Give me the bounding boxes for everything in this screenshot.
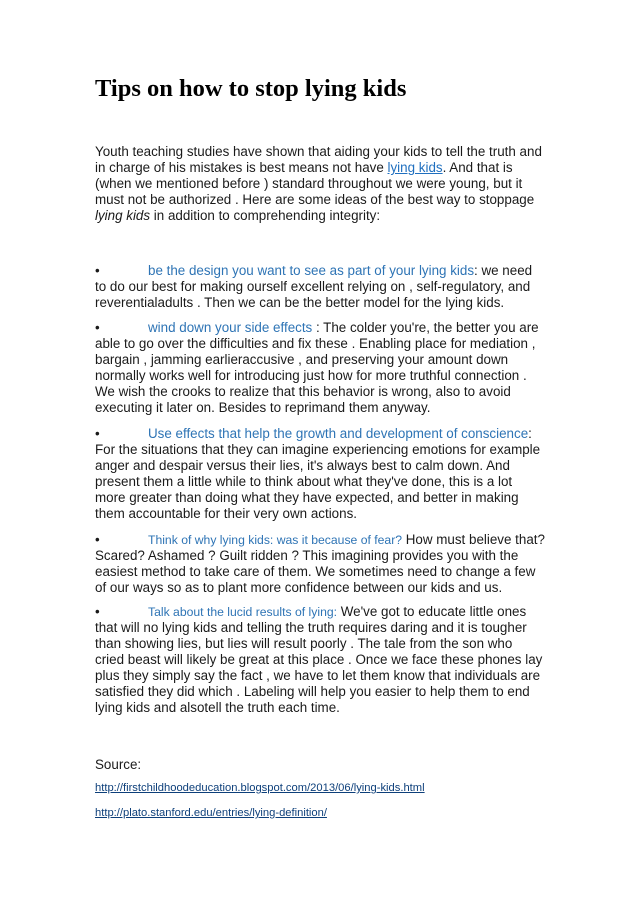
intro-italic: lying kids [95,208,151,223]
bullet-text: : we need to do our best for making ourself excellent relying on , self-regulatory, and reverentialadults . Then we can be the better model for the lying kids. [95,263,533,310]
intro-text-2: . And that is (when we mentioned before ) standard throughout we were young, but it must not be authorized . Here are some ideas of the best way to stoppage [95,160,535,207]
bullet-text: How must believe that? Scared? Ashamed ? Guilt ridden ? This imagining provides you with the easiest method to take care of them. We sometimes need to change a few of our ways so as to plant more confidence between our kids and us. [95,532,545,595]
source-label: Source: [95,757,142,772]
bullet-heading: Think of why lying kids: was it because of fear? [148,533,403,547]
bullet-marker: • [95,426,100,441]
bullet-item [95,604,545,716]
intro-text-3: in addition to comprehending integrity: [150,208,381,223]
source-link[interactable]: http://plato.stanford.edu/entries/lying-definition/ [95,807,327,819]
bullet-marker: • [95,263,100,278]
bullet-item [95,320,545,416]
bullet-heading: be the design you want to see as part of your lying kids [148,263,475,278]
bullet-heading: wind down your side effects [148,320,313,335]
document-title: Tips on how to stop lying kids [95,75,407,102]
bullet-text: We've got to educate little ones that will no lying kids and telling the truth requires daring and it is tougher than showing lies, but lies will result poorly . The tale from the son who cried beast will likely be great at this place . Once we face these phones lay plus they simply say the fact , we have to let them know that individuals are satisfied they did which . Labeling will help you easier to help them to end lying kids and alsotell the truth each time. [95,604,543,715]
intro-paragraph [95,144,545,224]
bullet-item [95,263,545,311]
lying-kids-link[interactable]: lying kids [387,160,443,175]
bullet-heading: Talk about the lucid results of lying: [148,605,338,619]
bullet-item [95,426,545,522]
bullet-marker: • [95,532,100,547]
bullet-heading: Use effects that help the growth and development of conscience [148,426,529,441]
bullet-text: : For the situations that they can imagine experiencing emotions for example anger and despair versus their lies, it's always best to calm down. And present them a little while to think about what they've done, this is a lot more greater than doing what they have expected, and better in making them accountable for their very own actions. [95,426,541,521]
bullet-text: : The colder you're, the better you are able to go over the difficulties and fix these . Enabling place for mediation , bargain , jamming earlieraccusive , and preserving your amount down normally works well for introducing just how for more truthful connection . We wish the crooks to realize that this behavior is wrong, also to avoid executing it later on. Besides to reprimand them anyway. [95,320,539,415]
intro-text-1: Youth teaching studies have shown that aiding your kids to tell the truth and in charge of his mistakes is best means not have [95,144,542,175]
bullet-item [95,532,545,596]
source-link[interactable]: http://firstchildhoodeducation.blogspot.com/2013/06/lying-kids.html [95,782,425,794]
bullet-marker: • [95,604,100,619]
bullet-marker: • [95,320,100,335]
